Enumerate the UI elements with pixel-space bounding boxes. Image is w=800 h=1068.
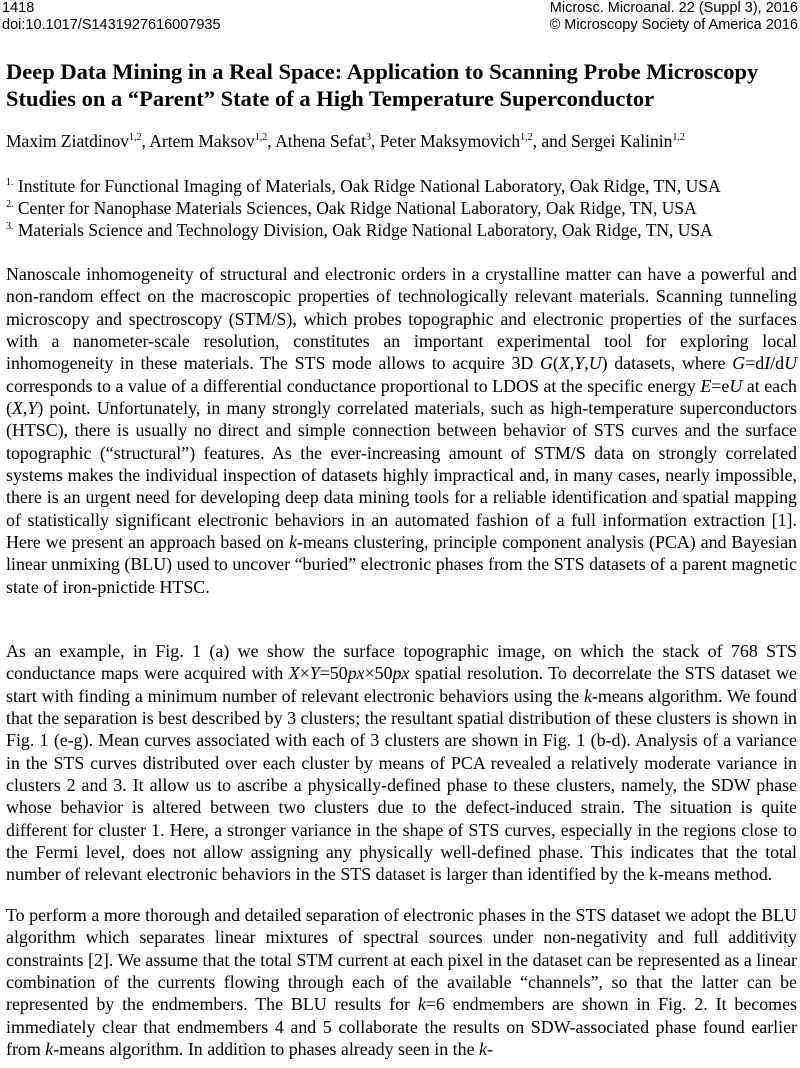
text-run: -means clustering, principle component analysis (PCA) and Bayesian linear unmixing (BLU) used to uncover “buried” electronic phases from the STS datasets of a parent magnetic state of iron-pnictide HTSC.	[6, 532, 797, 597]
italic-run: G	[539, 353, 553, 374]
author-name: Peter Maksymovich	[379, 131, 521, 151]
italic-run: px	[392, 663, 410, 684]
text-run: -means algorithm. We found that the separation is best described by 3 clusters; the resultant spatial distribution of these clusters is shown in Fig. 1 (e-g). Mean curves associated with each of 3 clusters are shown in Fig. 1 (b-d). Analysis of a variance in the STS curves distributed over each cluster by means of PCA revealed a relatively moderate variance in clusters 2 and 3. It allow us to ascribe a physically-defined phase to these clusters, namely, the SDW phase whose behavior is altered between two clusters due to the defect-induced strain. The situation is quite different for cluster 1. Here, a stronger variance in the shape of STS curves, especially in the regions close to the Fermi level, does not allow assigning any physically well-defined phase. This indicates that the total number of relevant electronic behaviors in the STS dataset is larger than identified by the k-means method.	[6, 685, 797, 885]
italic-run: U	[729, 375, 743, 396]
text-run: ×	[299, 663, 310, 684]
author-affiliation-mark: 1,2	[672, 132, 685, 143]
author-separator: ,	[370, 131, 380, 151]
text-run: ,	[22, 398, 28, 419]
text-run: =50	[319, 663, 348, 684]
text-run: /d	[770, 353, 785, 374]
author-separator: ,	[141, 131, 150, 151]
italic-run: Y	[574, 353, 585, 374]
author-affiliation-mark: 1,2	[254, 132, 268, 143]
author-name: Artem Maksov	[149, 131, 255, 151]
journal-citation: Microsc. Microanal. 22 (Suppl 3), 2016	[549, 0, 798, 16]
affiliation-text: Materials Science and Technology Division, Oak Ridge National Laboratory, Oak Ridge, TN, USA	[13, 220, 713, 240]
text-run: ×50	[364, 663, 393, 684]
abstract-paragraph-2	[6, 640, 797, 886]
page-number: 1418	[2, 0, 35, 16]
header-right	[550, 0, 798, 34]
affiliation	[6, 219, 796, 241]
italic-run: X	[11, 398, 23, 419]
italic-run: k	[288, 532, 297, 553]
text-run: -	[486, 1039, 493, 1060]
abstract-paragraph-1	[6, 263, 797, 598]
text-run: (	[552, 353, 559, 374]
header-left	[2, 0, 221, 34]
text-run: spatial resolution. To decorrelate the STS dataset we start with finding a minimum number of relevant electronic behaviors using the	[6, 663, 797, 706]
text-run: As an example, in Fig. 1 (a) we show the surface topographic image, on which the stack of 768 STS conductance maps were acquired with	[6, 641, 797, 684]
affiliation-text: Center for Nanophase Materials Sciences, Oak Ridge National Laboratory, Oak Ridge, TN, USA	[13, 198, 697, 218]
text-run: -means algorithm. In addition to phases already seen in the	[53, 1039, 479, 1060]
text-run: =6 endmembers are shown in Fig. 2. It becomes immediately clear that endmembers 4 and 5 collaborate the results on SDW-associated phase found earlier from	[6, 994, 797, 1060]
text-run: =d	[745, 353, 765, 374]
italic-run: U	[588, 353, 602, 374]
author-affiliation-mark: 1,2	[128, 132, 142, 143]
italic-run: k	[45, 1039, 54, 1060]
italic-run: X	[558, 353, 570, 374]
italic-run: U	[784, 353, 798, 374]
affiliation-mark: 1.	[6, 177, 14, 188]
italic-run: E	[700, 375, 712, 396]
text-run: ) point. Unfortunately, in many strongly correlated materials, such as high-temperature superconductors (HTSC), there is usually no direct and simple connection between behavior of STS curves and the surface topographic (“structural”) features. As the ever-increasing amount of STM/S data on strongly correlated systems makes the individual inspection of datasets highly impractical and, in many cases, nearly impossible, there is an urgent need for developing deep data mining tools for a reliable identification and spatial mapping of statistically significant electronic behaviors in an automated fashion of a full information extraction [1]. Here we present an approach based on	[6, 398, 797, 553]
italic-run: k	[417, 994, 426, 1015]
text-run: ) datasets, where	[601, 353, 733, 374]
affiliation	[6, 197, 796, 219]
affiliation-mark: 2.	[6, 199, 14, 210]
author-name: Sergei Kalinin	[571, 131, 673, 151]
author-separator: , and	[532, 131, 572, 151]
copyright-notice: © Microscopy Society of America 2016	[549, 17, 798, 33]
author-affiliation-mark: 1,2	[520, 132, 533, 143]
text-run: Nanoscale inhomogeneity of structural and electronic orders in a crystalline matter can have a powerful and non-random effect on the macroscopic properties of technologically relevant materials. Scanning tunneling microscopy and spectroscopy (STM/S), which probes topographic and electronic properties of the surfaces with a nanometer-scale resolution, constitutes an important experimental tool for exploring local inhomogeneity in these materials. The STS mode allows to acquire 3D	[6, 264, 797, 374]
doi: doi:10.1017/S1431927616007935	[2, 17, 221, 33]
author-affiliation-mark: 3	[365, 132, 371, 143]
text-run: To perform a more thorough and detailed separation of electronic phases in the STS dataset we adopt the BLU algorithm which separates linear mixtures of spectral sources under non-negativity and full additivity constraints [2]. We assume that the total STM current at each pixel in the dataset can be represented as a linear combination of the currents flowing through each of the available “channels”, so that the latter can be represented by the endmembers. The BLU results for	[6, 905, 797, 1015]
italic-run: k	[478, 1039, 487, 1060]
italic-run: X	[288, 663, 300, 684]
author-name: Athena Sefat	[275, 131, 366, 151]
paper-title: Deep Data Mining in a Real Space: Application to Scanning Probe Microscopy Studies on a “Parent” State of a High Temperature Superconductor	[6, 59, 759, 111]
author-name: Maxim Ziatdinov	[6, 131, 129, 151]
affiliation	[6, 175, 796, 197]
affiliation-list	[6, 175, 796, 241]
text-run: at each (	[6, 375, 797, 419]
italic-run: G	[732, 353, 746, 374]
running-header	[0, 0, 800, 36]
affiliation-text: Institute for Functional Imaging of Materials, Oak Ridge National Laboratory, Oak Ridge, TN, USA	[13, 176, 721, 196]
italic-run: I	[764, 353, 771, 374]
author-separator: ,	[267, 131, 276, 151]
author-list	[6, 130, 794, 152]
italic-run: Y	[309, 663, 320, 684]
abstract-paragraph-3	[6, 904, 797, 1060]
italic-run: k	[583, 685, 592, 706]
italic-run: Y	[27, 398, 38, 419]
affiliation-mark: 3.	[6, 221, 14, 232]
text-run: ,	[569, 353, 575, 374]
text-run: =e	[711, 375, 730, 396]
text-run: corresponds to a value of a differential conductance proportional to LDOS at the specific energy	[6, 375, 701, 396]
text-run: ,	[584, 353, 589, 374]
italic-run: px	[347, 663, 365, 684]
